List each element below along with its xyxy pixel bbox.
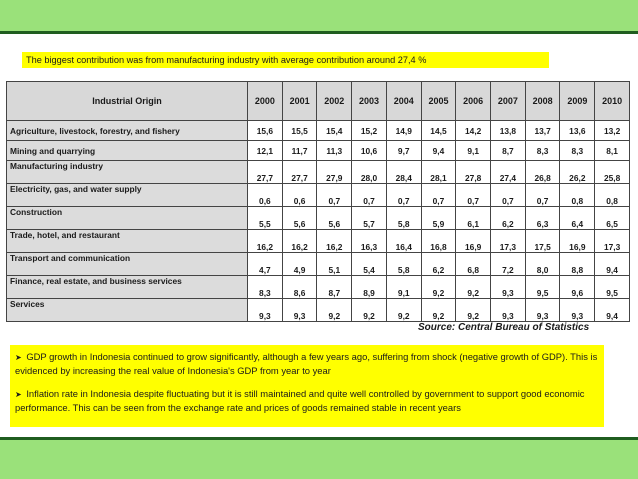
year-header: 2002 <box>317 82 352 121</box>
year-header: 2006 <box>456 82 491 121</box>
industry-label: Agriculture, livestock, forestry, and fishery <box>7 121 248 141</box>
table-cell: 5,5 <box>248 207 283 230</box>
table-cell: 9,5 <box>525 276 560 299</box>
table-cell: 16,2 <box>282 230 317 253</box>
table-cell: 9,2 <box>421 299 456 322</box>
table-cell: 8,1 <box>595 141 630 161</box>
notes-box <box>10 345 604 427</box>
table-cell: 15,4 <box>317 121 352 141</box>
year-header: 2003 <box>352 82 387 121</box>
year-header: 2001 <box>282 82 317 121</box>
year-header: 2000 <box>248 82 283 121</box>
top-banner <box>0 0 638 34</box>
table-cell: 16,2 <box>317 230 352 253</box>
table-cell: 0,7 <box>456 184 491 207</box>
table-cell: 11,7 <box>282 141 317 161</box>
industry-label: Finance, real estate, and business services <box>7 276 248 299</box>
table-cell: 27,7 <box>248 161 283 184</box>
note-text: Inflation rate in Indonesia despite fluctuating but it is still maintained and quite well controlled by government to support good economic performance. This can be seen from the exchange rate and prices of goods remained stable in recent years <box>15 388 585 413</box>
table-row <box>7 276 630 299</box>
table-cell: 14,2 <box>456 121 491 141</box>
arrow-icon: ➤ <box>15 353 22 362</box>
bottom-banner <box>0 437 638 479</box>
table-cell: 8,0 <box>525 253 560 276</box>
table-cell: 8,3 <box>248 276 283 299</box>
table-cell: 5,6 <box>282 207 317 230</box>
table-cell: 0,7 <box>421 184 456 207</box>
table-cell: 15,2 <box>352 121 387 141</box>
year-header: 2010 <box>595 82 630 121</box>
table-cell: 9,3 <box>560 299 595 322</box>
table-cell: 26,8 <box>525 161 560 184</box>
table-cell: 9,4 <box>595 253 630 276</box>
table-cell: 16,2 <box>248 230 283 253</box>
table-cell: 9,2 <box>352 299 387 322</box>
note-text: GDP growth in Indonesia continued to grow significantly, although a few years ago, suffering from shock (negative growth of GDP). This is evidenced by increasing the real value of Indonesia's GDP from year to year <box>15 351 598 376</box>
table-cell: 5,4 <box>352 253 387 276</box>
table-row <box>7 184 630 207</box>
table-cell: 0,7 <box>525 184 560 207</box>
table-cell: 9,5 <box>595 276 630 299</box>
table-row <box>7 230 630 253</box>
table-cell: 11,3 <box>317 141 352 161</box>
year-header: 2008 <box>525 82 560 121</box>
source-caption: Source: Central Bureau of Statistics <box>418 322 590 333</box>
table-row <box>7 207 630 230</box>
table-cell: 5,8 <box>386 253 421 276</box>
table-cell: 27,7 <box>282 161 317 184</box>
table-cell: 5,1 <box>317 253 352 276</box>
industry-label: Manufacturing industry <box>7 161 248 184</box>
table-cell: 5,6 <box>317 207 352 230</box>
origin-column-header: Industrial Origin <box>7 82 248 121</box>
table-cell: 9,4 <box>595 299 630 322</box>
table-cell: 27,9 <box>317 161 352 184</box>
table-cell: 8,6 <box>282 276 317 299</box>
table-cell: 0,8 <box>560 184 595 207</box>
industry-label: Trade, hotel, and restaurant <box>7 230 248 253</box>
table-header-row <box>7 82 630 121</box>
table-cell: 4,9 <box>282 253 317 276</box>
table-cell: 26,2 <box>560 161 595 184</box>
industry-label: Mining and quarrying <box>7 141 248 161</box>
table-cell: 8,7 <box>491 141 526 161</box>
table-cell: 9,2 <box>456 276 491 299</box>
table-cell: 9,6 <box>560 276 595 299</box>
table-cell: 17,3 <box>595 230 630 253</box>
table-cell: 9,2 <box>456 299 491 322</box>
table-cell: 10,6 <box>352 141 387 161</box>
table-cell: 17,3 <box>491 230 526 253</box>
table-cell: 28,1 <box>421 161 456 184</box>
table-row <box>7 141 630 161</box>
table-cell: 0,6 <box>248 184 283 207</box>
table-cell: 8,9 <box>352 276 387 299</box>
table-cell: 28,4 <box>386 161 421 184</box>
table-cell: 0,7 <box>352 184 387 207</box>
industry-label: Electricity, gas, and water supply <box>7 184 248 207</box>
table-cell: 9,1 <box>386 276 421 299</box>
table-cell: 9,3 <box>525 299 560 322</box>
table-cell: 8,7 <box>317 276 352 299</box>
table-cell: 9,2 <box>386 299 421 322</box>
table-cell: 0,7 <box>386 184 421 207</box>
table-cell: 14,9 <box>386 121 421 141</box>
table-cell: 0,6 <box>282 184 317 207</box>
table-cell: 4,7 <box>248 253 283 276</box>
table-cell: 8,8 <box>560 253 595 276</box>
table-cell: 14,5 <box>421 121 456 141</box>
table-cell: 6,2 <box>491 207 526 230</box>
table-row <box>7 253 630 276</box>
table-cell: 9,4 <box>421 141 456 161</box>
table-cell: 9,1 <box>456 141 491 161</box>
table-cell: 12,1 <box>248 141 283 161</box>
table-cell: 16,9 <box>456 230 491 253</box>
table-cell: 6,8 <box>456 253 491 276</box>
table-cell: 9,3 <box>282 299 317 322</box>
table-cell: 13,7 <box>525 121 560 141</box>
table-cell: 25,8 <box>595 161 630 184</box>
table-cell: 9,2 <box>421 276 456 299</box>
table-cell: 5,7 <box>352 207 387 230</box>
table-cell: 16,9 <box>560 230 595 253</box>
table-cell: 6,2 <box>421 253 456 276</box>
table-cell: 13,6 <box>560 121 595 141</box>
year-header: 2005 <box>421 82 456 121</box>
year-header: 2007 <box>491 82 526 121</box>
table-cell: 15,6 <box>248 121 283 141</box>
table-cell: 6,4 <box>560 207 595 230</box>
industry-label: Construction <box>7 207 248 230</box>
table-cell: 6,5 <box>595 207 630 230</box>
year-header: 2009 <box>560 82 595 121</box>
table-cell: 6,1 <box>456 207 491 230</box>
table-cell: 5,8 <box>386 207 421 230</box>
table-cell: 8,3 <box>560 141 595 161</box>
table-cell: 0,7 <box>317 184 352 207</box>
table-cell: 17,5 <box>525 230 560 253</box>
table-cell: 27,8 <box>456 161 491 184</box>
table-cell: 9,7 <box>386 141 421 161</box>
industry-label: Transport and communication <box>7 253 248 276</box>
table-cell: 7,2 <box>491 253 526 276</box>
table-cell: 13,2 <box>595 121 630 141</box>
note-item <box>15 387 599 414</box>
table-row <box>7 161 630 184</box>
table-cell: 16,4 <box>386 230 421 253</box>
table-cell: 5,9 <box>421 207 456 230</box>
table-row <box>7 121 630 141</box>
table-cell: 28,0 <box>352 161 387 184</box>
table-cell: 13,8 <box>491 121 526 141</box>
table-cell: 9,3 <box>248 299 283 322</box>
arrow-icon: ➤ <box>15 390 22 399</box>
table-cell: 0,8 <box>595 184 630 207</box>
gdp-contribution-table <box>6 81 630 322</box>
table-row <box>7 299 630 322</box>
note-item <box>15 350 599 377</box>
table-cell: 15,5 <box>282 121 317 141</box>
year-header: 2004 <box>386 82 421 121</box>
table-cell: 16,3 <box>352 230 387 253</box>
table-cell: 0,7 <box>491 184 526 207</box>
table-cell: 8,3 <box>525 141 560 161</box>
industry-label: Services <box>7 299 248 322</box>
table-cell: 27,4 <box>491 161 526 184</box>
table-cell: 9,2 <box>317 299 352 322</box>
table-cell: 16,8 <box>421 230 456 253</box>
table-cell: 9,3 <box>491 276 526 299</box>
gdp-table-container <box>6 81 630 321</box>
table-cell: 6,3 <box>525 207 560 230</box>
table-cell: 9,3 <box>491 299 526 322</box>
headline: The biggest contribution was from manufacturing industry with average contribution around 27,4 % <box>22 52 549 68</box>
